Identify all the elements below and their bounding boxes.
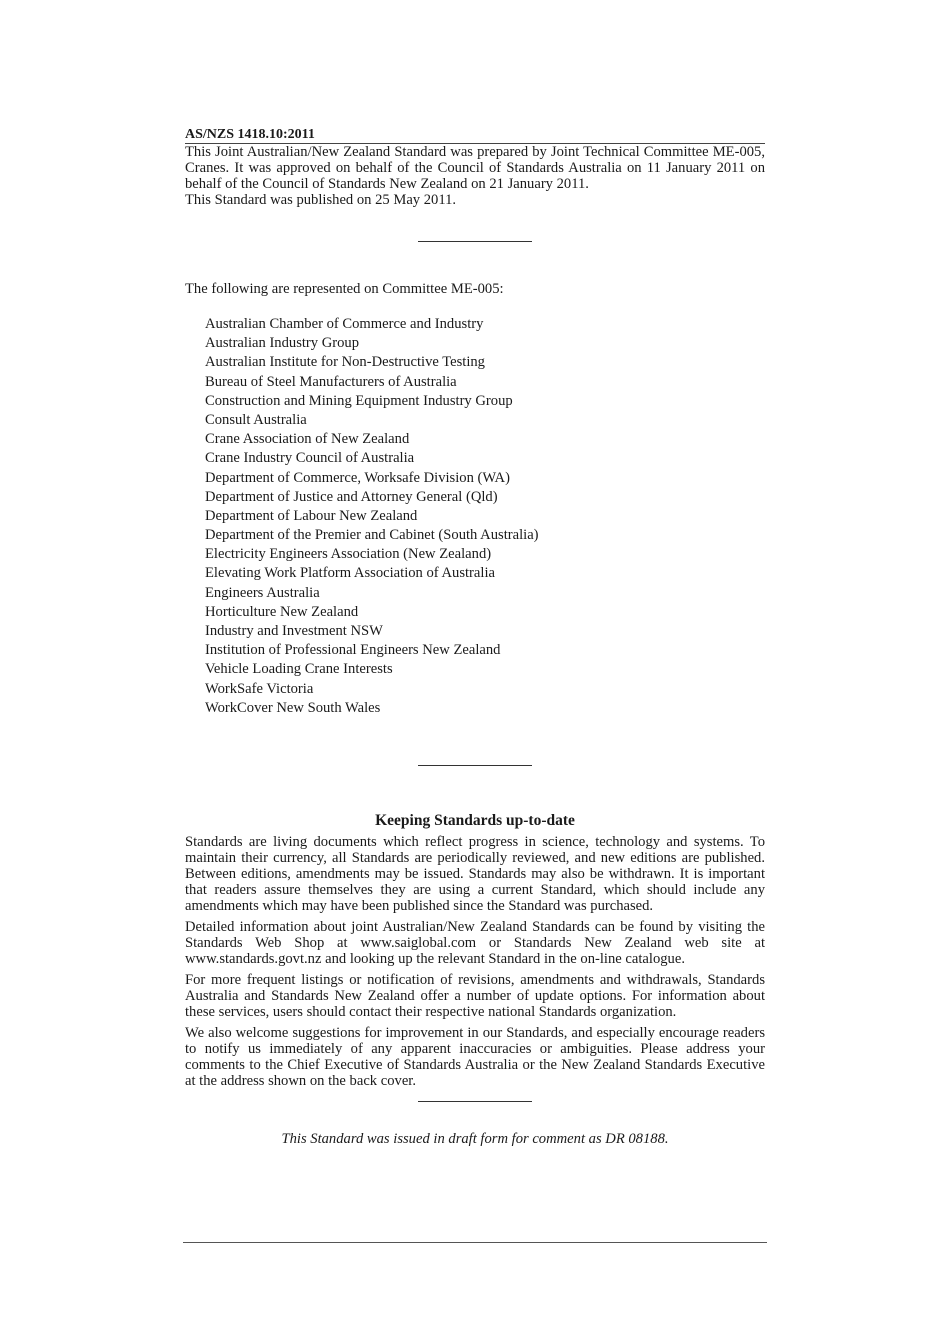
committee-member: Consult Australia <box>205 411 307 428</box>
committee-member-list <box>205 315 765 718</box>
section-divider <box>418 241 532 242</box>
section-heading: Keeping Standards up-to-date <box>375 811 575 829</box>
body-paragraph: For more frequent listings or notification of revisions, amendments and withdrawals, Standards Australia and Standards New Zealand offer a number of update options. For information about these services, users should contact their respective national Standards organization. <box>185 971 765 1020</box>
committee-member: Australian Chamber of Commerce and Industry <box>205 316 484 332</box>
section-divider <box>418 1101 532 1102</box>
committee-member: Vehicle Loading Crane Interests <box>205 661 393 678</box>
committee-member: Australian Industry Group <box>205 335 360 352</box>
committee-member: Crane Association of New Zealand <box>205 431 410 448</box>
committee-member: WorkCover New South Wales <box>205 699 381 716</box>
publication-statement: This Standard was published on 25 May 2011. <box>185 192 457 208</box>
committee-member: Department of Commerce, Worksafe Division (WA) <box>205 469 510 486</box>
committee-member: Engineers Australia <box>205 584 320 601</box>
committee-member: Construction and Mining Equipment Industry Group <box>205 392 513 409</box>
section-divider <box>418 765 532 766</box>
committee-member: Crane Industry Council of Australia <box>205 450 415 467</box>
committee-member: Elevating Work Platform Association of Australia <box>205 565 495 582</box>
preparation-statement: This Joint Australian/New Zealand Standard was prepared by Joint Technical Committee ME-005, Cranes. It was approved on behalf of the Council of Standards Australia on 11 January 2011 on behalf of the Council of Standards New Zealand on 21 January 2011. <box>185 144 765 192</box>
committee-intro: The following are represented on Committee ME-005: <box>185 281 504 297</box>
draft-note: This Standard was issued in draft form for comment as DR 08188. <box>281 1130 669 1147</box>
body-paragraph: Standards are living documents which reflect progress in science, technology and systems. To maintain their currency, all Standards are periodically reviewed, and new editions are published. Between editions, amendments may be issued. Standards may also be withdrawn. It is important that readers assure themselves they are using a current Standard, which should include any amendments which may have been published since the Standard was purchased. <box>185 833 765 914</box>
committee-member: Department of Labour New Zealand <box>205 507 418 524</box>
committee-member: Horticulture New Zealand <box>205 603 359 620</box>
body-paragraph: We also welcome suggestions for improvement in our Standards, and especially encourage readers to notify us immediately of any apparent inaccuracies or ambiguities. Please address your comments to the Chief Executive of Standards Australia or the New Zealand Standards Executive at the address shown on the back cover. <box>185 1024 765 1089</box>
body-paragraph: Detailed information about joint Australian/New Zealand Standards can be found by visiting the Standards Web Shop at www.saiglobal.com or Standards New Zealand web site at www.standards.govt.nz and looking up the relevant Standard in the on-line catalogue. <box>185 918 765 967</box>
committee-member: Department of Justice and Attorney General (Qld) <box>205 488 498 505</box>
committee-member: WorkSafe Victoria <box>205 680 314 697</box>
committee-member: Australian Institute for Non-Destructive Testing <box>205 354 485 371</box>
document-page <box>185 127 765 1148</box>
committee-member: Institution of Professional Engineers New Zealand <box>205 642 501 659</box>
footer-rule <box>183 1242 767 1243</box>
committee-member: Bureau of Steel Manufacturers of Australia <box>205 373 457 390</box>
committee-member: Department of the Premier and Cabinet (South Australia) <box>205 527 539 544</box>
standard-id: AS/NZS 1418.10:2011 <box>185 127 765 144</box>
committee-member: Industry and Investment NSW <box>205 623 383 639</box>
committee-member: Electricity Engineers Association (New Zealand) <box>205 546 492 563</box>
